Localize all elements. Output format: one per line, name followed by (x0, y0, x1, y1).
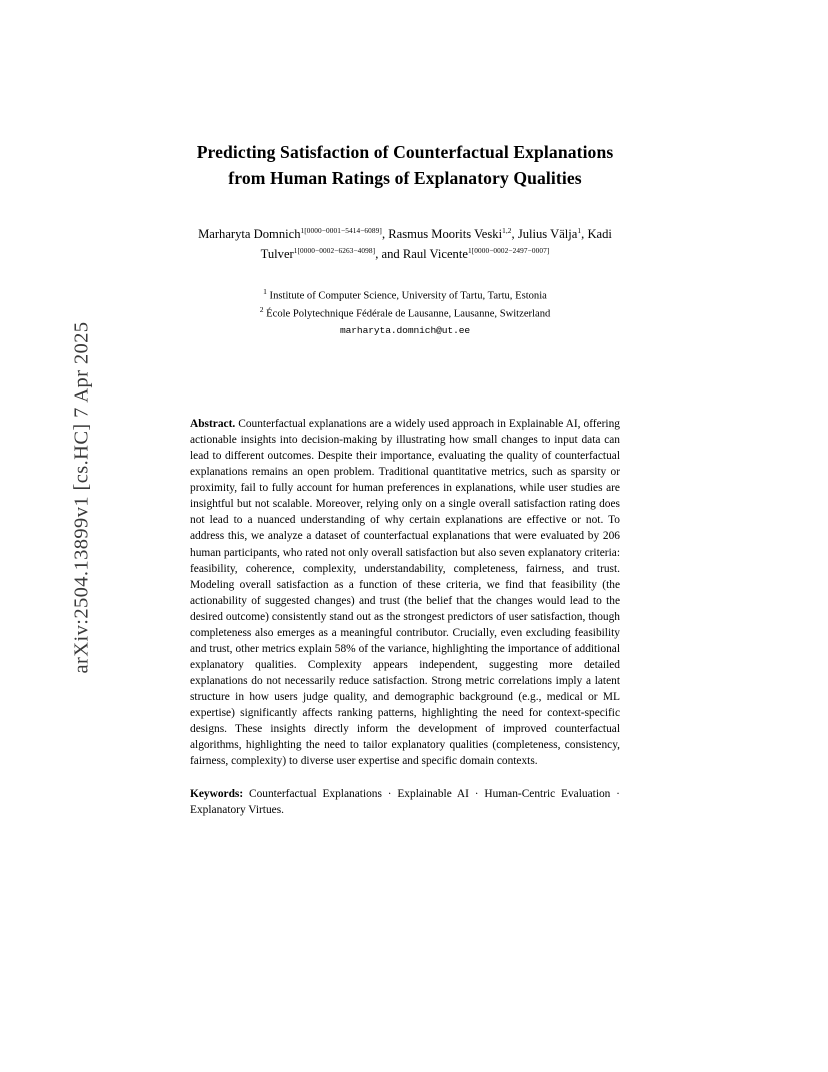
contact-email[interactable]: marharyta.domnich@ut.ee (339, 325, 471, 337)
paper-content (190, 140, 620, 818)
abstract-text: Counterfactual explanations are a widely used approach in Explainable AI, offering actionable insights into decision-making by illustrating how small changes to input data can lead to different outcomes. Despite their importance, evaluating the quality of counterfactual explanations remains an open problem. Traditional quantitative metrics, such as sparsity or proximity, fail to fully account for human preferences in explanations, while user studies are insightful but not scalable. Moreover, relying only on a single overall satisfaction rating does not lead to a nuanced understanding of why certain explanations are effective or not. To address this, we analyze a dataset of counterfactual explanations that were evaluated by 206 human participants, who rated not only overall satisfaction but also seven explanatory criteria: feasibility, coherence, complexity, understandability, completeness, fairness, and trust. Modeling overall satisfaction as a function of these criteria, we find that feasibility (the actionability of suggested changes) and trust (the belief that the changes would lead to the desired outcome) consistently stand out as the strongest predictors of user satisfaction, though completeness also emerges as a meaningful contributor. Crucially, even excluding feasibility and trust, other metrics explain 58% of the variance, highlighting the importance of additional explanatory qualities. Complexity appears independent, suggesting more detailed explanations do not necessarily reduce satisfaction. Strong metric correlations imply a latent structure in how users judge quality, and demographic background (e.g., medical or ML expertise) significantly affects ranking patterns, highlighting the need for context-specific designs. These insights directly inform the development of improved counterfactual algorithms, highlighting the need to tailor explanatory qualities (completeness, consistency, fairness, complexity) to diverse user expertise and specific domain contexts. (190, 418, 620, 767)
abstract-section (190, 416, 620, 768)
author-name-2: Rasmus Moorits Veski (388, 227, 503, 241)
affiliation-marker-2: 2 (259, 304, 264, 314)
keywords-text: Counterfactual Explanations · Explainable AI · Human-Centric Evaluation · Explanatory Virtues. (190, 787, 620, 816)
arxiv-stamp: arXiv:2504.13899v1 [cs.HC] 7 Apr 2025 (70, 321, 93, 674)
author-name-5: Raul Vicente (402, 247, 468, 262)
keywords-label: Keywords: (190, 787, 244, 800)
keywords-section (190, 786, 620, 818)
author-name-3: Julius Välja (517, 227, 578, 241)
author-name-4: Kadi Tulver (260, 227, 612, 262)
author-affiliation-marker-5: 1[0000−0002−2497−0007] (467, 246, 550, 256)
author-separator-3: , (581, 227, 588, 241)
author-list (190, 224, 620, 265)
affiliation-1 (190, 286, 620, 304)
page-title: Predicting Satisfaction of Counterfactual Explanations from Human Ratings of Explanatory Qualities (196, 142, 614, 188)
affiliation-text-2: École Polytechnique Fédérale de Lausanne, Lausanne, Switzerland (266, 308, 551, 320)
affiliation-2 (190, 304, 620, 322)
abstract-label: Abstract. (190, 418, 236, 431)
author-affiliation-marker-1: 1[0000−0001−5414−6089] (300, 225, 382, 235)
affiliation-marker-1: 1 (263, 286, 267, 296)
author-affiliation-marker-3: 1 (577, 225, 582, 235)
affiliation-list (190, 286, 620, 339)
author-separator-4: , and (375, 247, 403, 262)
author-separator-2: , (511, 227, 518, 241)
author-affiliation-marker-2: 1,2 (502, 225, 512, 235)
author-separator-1: , (381, 227, 389, 241)
affiliation-text-1: Institute of Computer Science, University of Tartu, Tartu, Estonia (269, 290, 547, 302)
author-name-1: Marharyta Domnich (198, 227, 301, 241)
author-affiliation-marker-4: 1[0000−0002−6263−4098] (293, 246, 376, 256)
